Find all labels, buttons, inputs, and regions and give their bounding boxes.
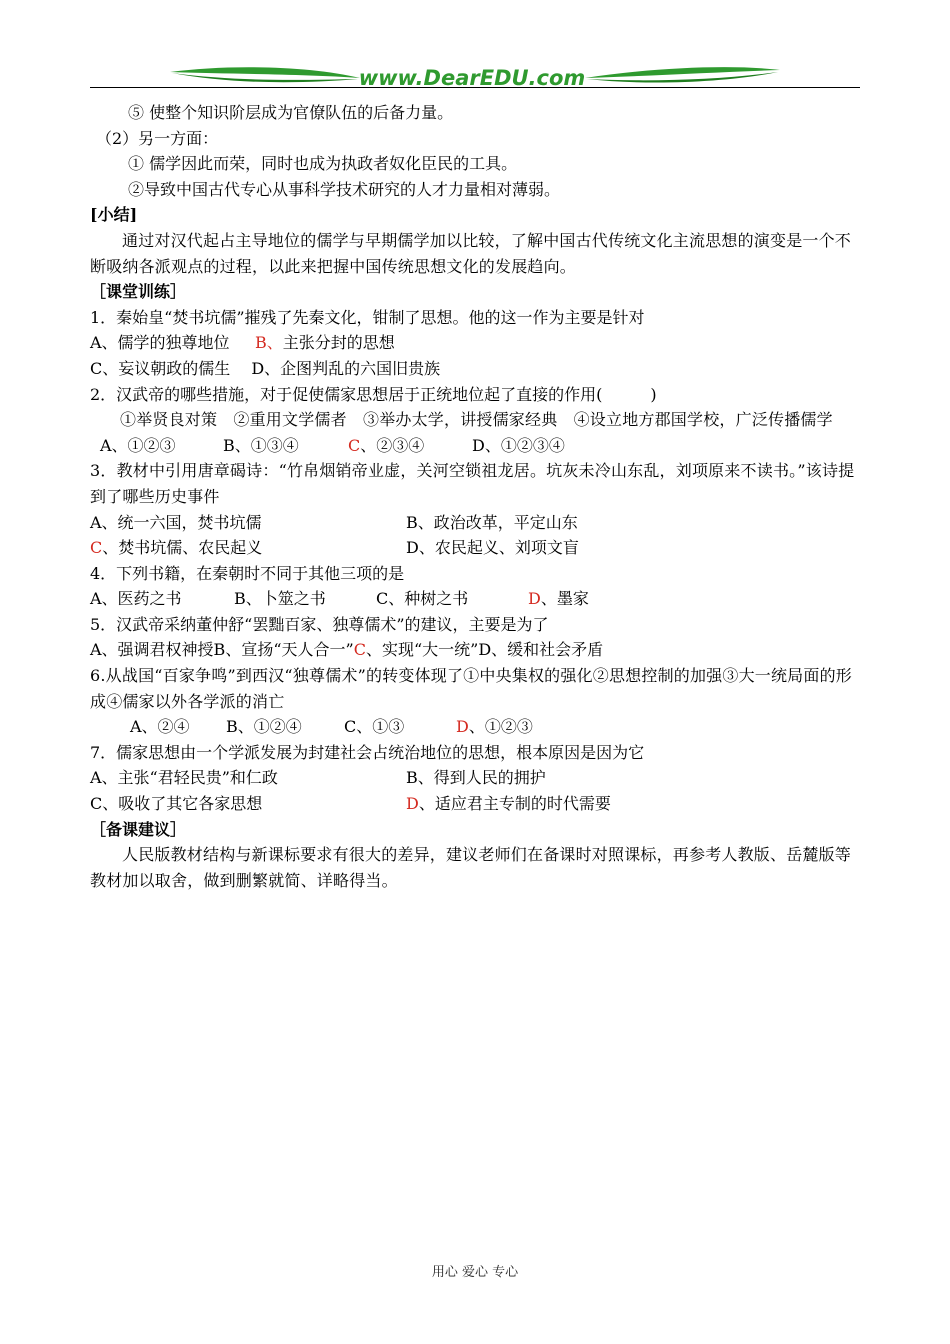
option-d: D、农民起义、刘项文盲 (406, 538, 579, 558)
question-2-items: ①举贤良对策 ②重用文学儒者 ③举办太学，讲授儒家经典 ④设立地方郡国学校，广泛传播儒学 (120, 410, 833, 430)
question-5-options (90, 637, 860, 663)
option-c: C、种树之书 (376, 589, 469, 609)
option-a: A、②④ (130, 717, 190, 737)
question-6-options (90, 714, 860, 740)
advice-paragraph: 人民版教材结构与新课标要求有很大的差异，建议老师们在备课时对照课标，再参考人教版、岳麓版等教材加以取舍，做到删繁就简、详略得当。 (90, 845, 852, 890)
text-line: ②导致中国古代专心从事科学技术研究的人才力量相对薄弱。 (128, 179, 561, 199)
question-2-options (90, 433, 860, 459)
option-d: D、①②③④ (472, 435, 565, 455)
option-b: B、①②④ (226, 717, 302, 737)
option-b: B、得到人民的拥护 (406, 768, 546, 788)
question-2: 2．汉武帝的哪些措施，对于促使儒家思想居于正统地位起了直接的作用( ) (90, 384, 657, 404)
question-7-options-ab (90, 765, 860, 791)
answer-letter: B、 (255, 333, 283, 353)
text-line: ① 儒学因此而荣，同时也成为执政者奴化臣民的工具。 (128, 154, 518, 174)
text-line: （2）另一方面： (96, 128, 219, 148)
option-b: 主张分封的思想 (282, 333, 395, 353)
option-c: 、焚书坑儒、农民起义 (102, 538, 263, 558)
question-5: 5．汉武帝采纳董仲舒“罢黜百家、独尊儒术”的建议，主要是为了 (90, 614, 549, 634)
answer-letter: C (90, 538, 103, 558)
option-c: 、②③④ (360, 435, 425, 455)
question-3: 3．教材中引用唐章碣诗：“竹帛烟销帝业虚，关河空锁祖龙居。坑灰未冷山东乱，刘项原来不读书。”该诗提到了哪些历史事件 (90, 461, 855, 506)
section-title-summary: [小结] (90, 205, 138, 225)
answer-letter: C (353, 640, 366, 660)
header-divider (90, 87, 860, 88)
summary-paragraph: 通过对汉代起占主导地位的儒学与早期儒学加以比较，了解中国古代传统文化主流思想的演变是一个不断吸纳各派观点的过程，以此来把握中国传统思想文化的发展趋向。 (90, 230, 852, 276)
answer-letter: C (348, 435, 361, 455)
section-title-practice: ［课堂训练］ (90, 282, 187, 302)
option-a: A、统一六国，焚书坑儒 (90, 512, 262, 532)
text-line: ⑤ 使整个知识阶层成为官僚队伍的后备力量。 (128, 103, 454, 122)
question-6: 6.从战国“百家争鸣”到西汉“独尊儒术”的转变体现了①中央集权的强化②思想控制的加强③大一统局面的形成④儒家以外各学派的消亡 (90, 666, 852, 711)
option-b: B、政治改革，平定山东 (406, 512, 578, 532)
option-ab: A、强调君权神授B、宣扬“天人合一” (90, 640, 354, 660)
question-1-options-cd: C、妄议朝政的儒生 D、企图判乱的六国旧贵族 (90, 358, 441, 378)
option-d: 、墨家 (540, 589, 589, 609)
option-d: 、①②③ (468, 717, 533, 737)
answer-letter: D (456, 717, 469, 737)
question-4: 4．下列书籍，在秦朝时不同于其他三项的是 (90, 563, 405, 583)
option-c: 、实现“大一统” (365, 640, 479, 660)
option-d: D、缓和社会矛盾 (478, 640, 604, 660)
option-a: A、医药之书 (90, 589, 182, 609)
option-b: B、卜筮之书 (234, 589, 326, 609)
answer-letter: D (528, 589, 541, 609)
option-a: A、儒学的独尊地位 (90, 333, 230, 353)
question-3-options-cd (90, 535, 860, 561)
question-1: 1．秦始皇“焚书坑儒”摧残了先秦文化，钳制了思想。他的这一作为主要是针对 (90, 307, 645, 327)
answer-letter: D (406, 794, 419, 814)
option-c: C、吸收了其它各家思想 (90, 794, 263, 814)
question-4-options (90, 586, 860, 612)
question-7: 7．儒家思想由一个学派发展为封建社会占统治地位的思想，根本原因是因为它 (90, 742, 645, 762)
page-footer: 用心 爱心 专心 (431, 1265, 519, 1280)
site-logo-text: www.DearEDU.com (358, 66, 586, 90)
option-d: 、适应君主专制的时代需要 (418, 794, 611, 814)
question-3-options-ab (90, 510, 860, 536)
option-a: A、主张“君轻民贵”和仁政 (90, 768, 278, 788)
option-c: C、①③ (344, 717, 405, 737)
option-b: B、①③④ (223, 435, 299, 455)
question-7-options-cd (90, 791, 860, 817)
section-title-advice: ［备课建议］ (90, 819, 187, 839)
question-1-options-ab (90, 330, 860, 356)
document-body (90, 100, 860, 893)
option-a: A、①②③ (100, 435, 176, 455)
